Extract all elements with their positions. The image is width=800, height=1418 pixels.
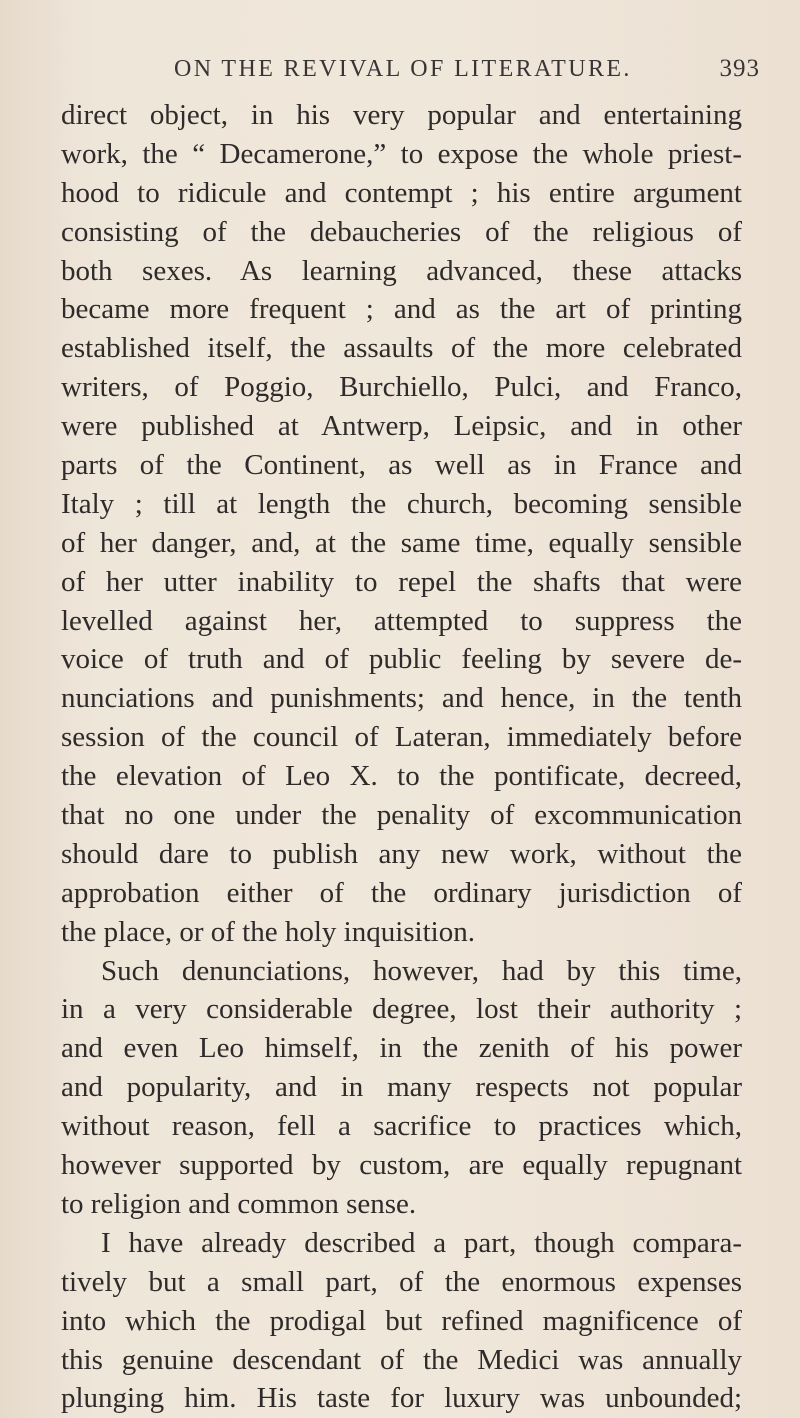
text-line-19: that no one under the penality of excommunication	[61, 799, 742, 832]
text-line-31: tively but a small part, of the enormous expenses	[61, 1265, 742, 1298]
text-line-27: without reason, fell a sacrifice to practices which,	[61, 1110, 742, 1143]
text-line-4: consisting of the debaucheries of the religious of	[61, 215, 742, 248]
text-line-14: levelled against her, attempted to suppress the	[61, 604, 742, 637]
text-line-3: hood to ridicule and contempt ; his entire argument	[61, 176, 742, 209]
page-number: 393	[719, 55, 760, 82]
text-line-22: the place, or of the holy inquisition.	[61, 915, 475, 948]
text-line-17: session of the council of Lateran, immediately before	[61, 721, 742, 754]
text-line-28: however supported by custom, are equally repugnant	[61, 1149, 742, 1182]
text-line-32: into which the prodigal but refined magnificence of	[61, 1304, 742, 1337]
text-line-5: both sexes. As learning advanced, these attacks	[61, 254, 742, 287]
running-head	[174, 44, 774, 94]
text-line-15: voice of truth and of public feeling by severe de-	[61, 643, 742, 676]
text-line-9: were published at Antwerp, Leipsic, and in other	[61, 410, 742, 443]
running-head-title: ON THE REVIVAL OF LITERATURE.	[174, 55, 632, 82]
text-line-11: Italy ; till at length the church, becoming sensible	[61, 487, 742, 520]
text-line-12: of her danger, and, at the same time, equally sensible	[61, 526, 742, 559]
text-line-34: plunging him. His taste for luxury was unbounded;	[61, 1382, 742, 1415]
text-line-8: writers, of Poggio, Burchiello, Pulci, and Franco,	[61, 371, 742, 404]
text-line-2: work, the “ Decamerone,” to expose the whole priest-	[61, 137, 742, 170]
text-line-25: and even Leo himself, in the zenith of his power	[61, 1032, 742, 1065]
text-line-16: nunciations and punishments; and hence, in the tenth	[61, 682, 742, 715]
text-line-6: became more frequent ; and as the art of printing	[61, 293, 742, 326]
text-line-21: approbation either of the ordinary jurisdiction of	[61, 876, 742, 909]
body-text	[61, 96, 742, 1418]
text-line-33: this genuine descendant of the Medici was annually	[61, 1343, 742, 1376]
text-line-20: should dare to publish any new work, without the	[61, 837, 742, 870]
text-line-30: I have already described a part, though compara-	[101, 1226, 742, 1259]
text-line-29: to religion and common sense.	[61, 1187, 417, 1220]
text-line-10: parts of the Continent, as well as in France and	[61, 449, 742, 482]
text-line-13: of her utter inability to repel the shafts that were	[61, 565, 742, 598]
text-line-18: the elevation of Leo X. to the pontificate, decreed,	[61, 760, 742, 793]
text-line-23: Such denunciations, however, had by this time,	[101, 954, 742, 987]
text-line-26: and popularity, and in many respects not popular	[61, 1071, 742, 1104]
text-line-1: direct object, in his very popular and entertaining	[61, 99, 742, 131]
text-line-24: in a very considerable degree, lost their authority ;	[61, 993, 742, 1026]
text-line-7: established itself, the assaults of the more celebrated	[61, 332, 742, 365]
